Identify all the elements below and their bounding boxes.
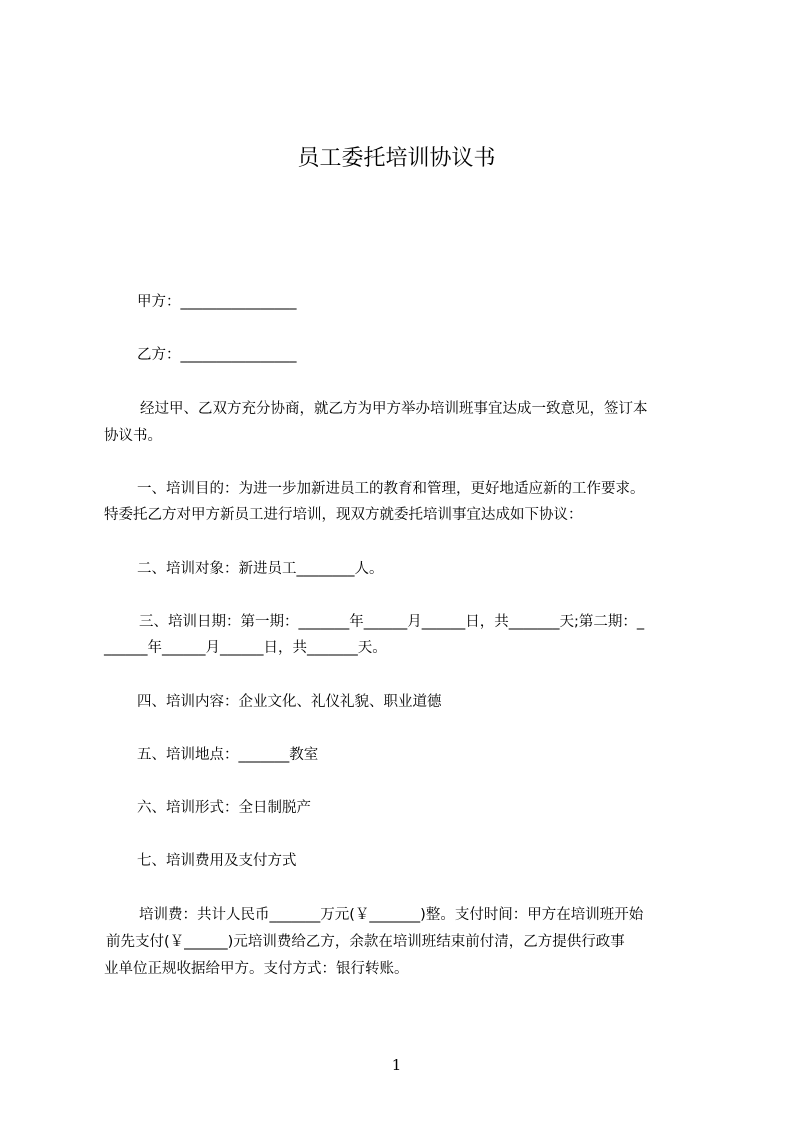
page-number: 1 bbox=[391, 1056, 402, 1074]
clause-1-line-2: 特委托乙方对甲方新员工进行培训，现双方就委托培训事宜达成如下协议： bbox=[104, 507, 583, 523]
intro-line-2: 协议书。 bbox=[104, 428, 162, 444]
clause-2: 二、培训对象：新进员工________人。 bbox=[137, 561, 384, 577]
party-b-line: 乙方：________________ bbox=[137, 347, 297, 363]
clause-4: 四、培训内容：企业文化、礼仪礼貌、职业道德 bbox=[137, 694, 442, 710]
clause-5: 五、培训地点：_______教室 bbox=[137, 747, 319, 763]
party-a-line: 甲方：________________ bbox=[137, 294, 297, 310]
intro-line-1: 经过甲、乙双方充分协商，就乙方为甲方举办培训班事宜达成一致意见，签订本 bbox=[140, 401, 648, 417]
fee-line-2: 前先支付(￥______)元培训费给乙方，余款在培训班结束前付清，乙方提供行政事 bbox=[106, 934, 625, 950]
page-title: 员工委托培训协议书 bbox=[297, 146, 496, 171]
clause-3-line-2: ______年______月______日，共_______天。 bbox=[104, 640, 387, 656]
fee-line-3: 业单位正规收据给甲方。支付方式：银行转账。 bbox=[104, 961, 409, 977]
clause-3-line-1: 三、培训日期：第一期：_______年______月______日，共_______天;第二期：_ bbox=[139, 614, 645, 630]
clause-7: 七、培训费用及支付方式 bbox=[137, 853, 297, 869]
fee-line-1: 培训费：共计人民币_______万元(￥_______)整。支付时间：甲方在培训班开始 bbox=[139, 907, 644, 923]
clause-6: 六、培训形式：全日制脱产 bbox=[137, 800, 311, 816]
clause-1-line-1: 一、培训目的：为进一步加新进员工的教育和管理，更好地适应新的工作要求。 bbox=[137, 481, 645, 497]
